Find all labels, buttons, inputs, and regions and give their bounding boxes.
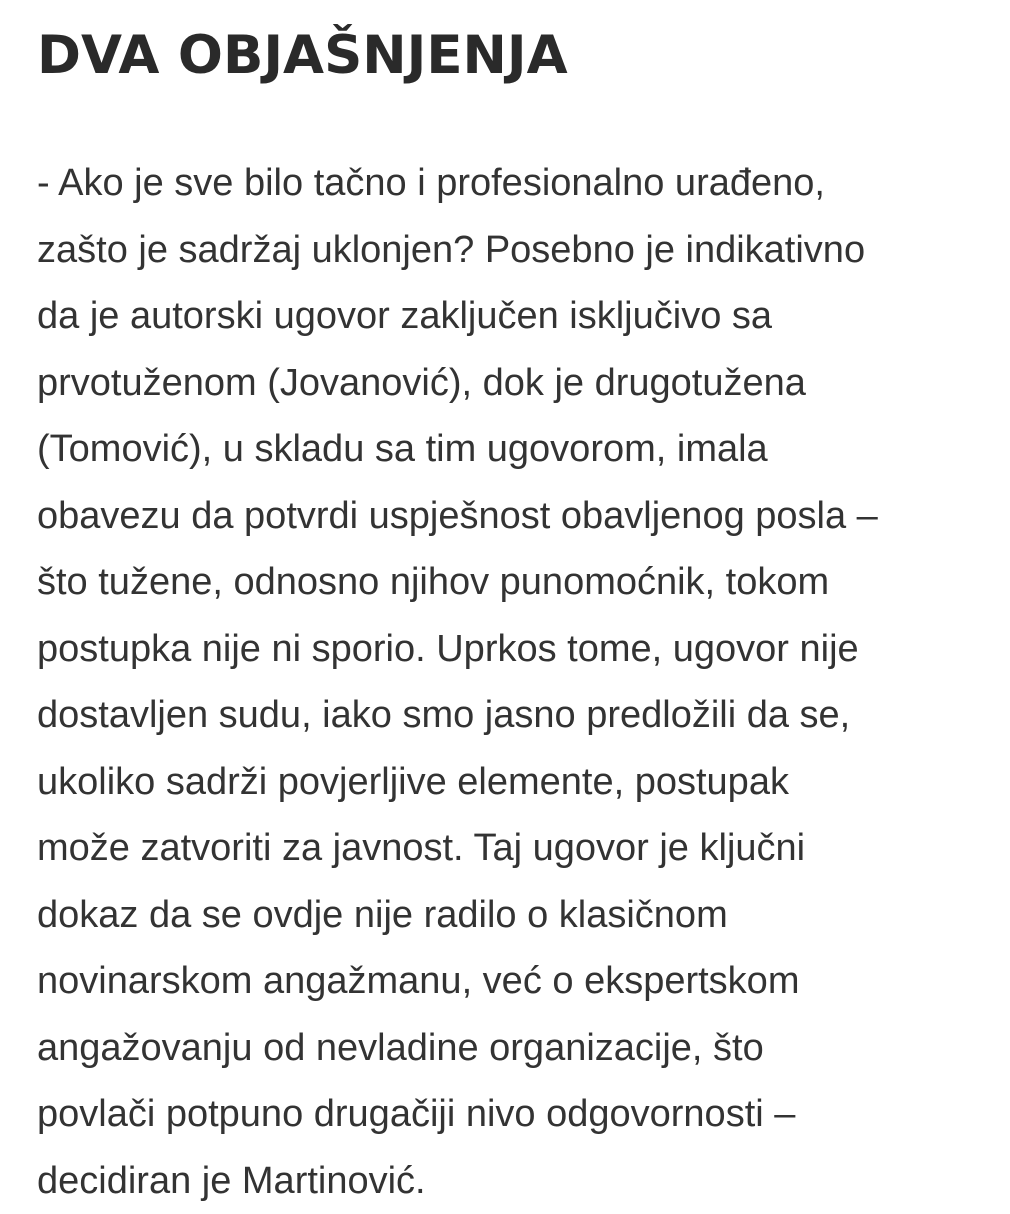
paragraph-line: zašto je sadržaj uklonjen? Posebno je indikativno (37, 217, 997, 284)
paragraph-line: - Ako je sve bilo tačno i profesionalno urađeno, (37, 150, 997, 217)
paragraph-line: može zatvoriti za javnost. Taj ugovor je ključni (37, 815, 997, 882)
paragraph-line: (Tomović), u skladu sa tim ugovorom, imala (37, 416, 997, 483)
paragraph-line: prvotuženom (Jovanović), dok je drugotužena (37, 350, 997, 417)
paragraph-line: da je autorski ugovor zaključen isključivo sa (37, 283, 997, 350)
paragraph-line: postupka nije ni sporio. Uprkos tome, ugovor nije (37, 616, 997, 683)
paragraph-line: ukoliko sadrži povjerljive elemente, postupak (37, 749, 997, 816)
paragraph-line: decidiran je Martinović. (37, 1148, 997, 1214)
article-heading: DVA OBJAŠNJENJA (37, 20, 997, 92)
paragraph-line: angažovanju od nevladine organizacije, što (37, 1015, 997, 1082)
paragraph-line: novinarskom angažmanu, već o ekspertskom (37, 948, 997, 1015)
paragraph-line: što tužene, odnosno njihov punomoćnik, tokom (37, 549, 997, 616)
article-paragraph (37, 150, 997, 1214)
paragraph-line: obavezu da potvrdi uspješnost obavljenog posla – (37, 483, 997, 550)
paragraph-line: dokaz da se ovdje nije radilo o klasičnom (37, 882, 997, 949)
paragraph-line: dostavljen sudu, iako smo jasno predložili da se, (37, 682, 997, 749)
paragraph-line: povlači potpuno drugačiji nivo odgovornosti – (37, 1081, 997, 1148)
article (37, 20, 997, 1214)
